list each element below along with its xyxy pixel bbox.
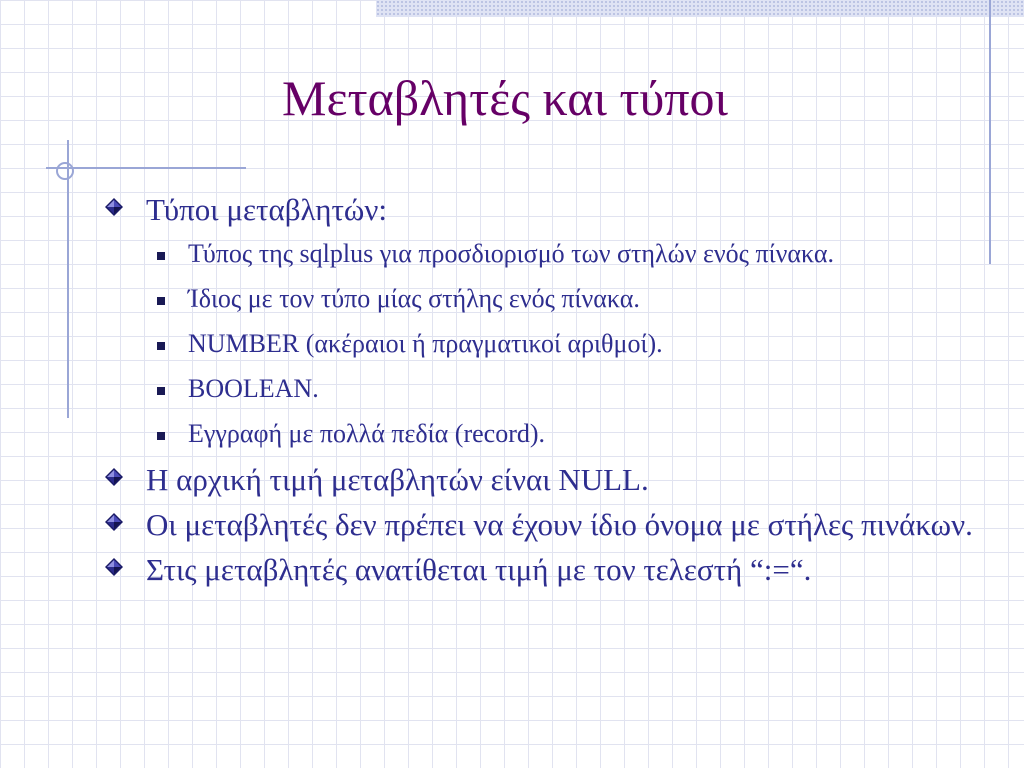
sub-bullet-text: Εγγραφή με πολλά πεδία (record). — [188, 419, 546, 448]
bullet-text: Οι μεταβλητές δεν πρέπει να έχουν ίδιο όνομα με στήλες πινάκων. — [146, 507, 973, 542]
sub-bullet-list — [104, 237, 984, 450]
top-dotted-band — [376, 0, 1024, 17]
square-bullet-icon — [157, 252, 165, 260]
bullet-assignment-operator — [104, 552, 984, 588]
square-bullet-icon — [157, 297, 165, 305]
bullet-text: Η αρχική τιμή μεταβλητών είναι NULL. — [146, 462, 649, 497]
square-bullet-icon — [157, 387, 165, 395]
slide-body — [104, 192, 984, 597]
decorative-horizontal-line — [46, 167, 246, 169]
bullet-text: Τύποι μεταβλητών: — [146, 192, 387, 227]
diamond-bullet-icon — [104, 467, 124, 487]
bullet-initial-value — [104, 462, 984, 498]
sub-bullet-item — [104, 417, 984, 450]
diamond-bullet-icon — [104, 197, 124, 217]
square-bullet-icon — [157, 342, 165, 350]
sub-bullet-text: Ίδιος με τον τύπο μίας στήλης ενός πίνακα. — [188, 284, 640, 313]
decorative-vertical-line-right — [989, 0, 991, 264]
slide-title: Μεταβλητές και τύποι — [282, 70, 728, 126]
sub-bullet-item — [104, 372, 984, 405]
sub-bullet-text: Τύπος της sqlplus για προσδιορισμό των στηλών ενός πίνακα. — [188, 239, 834, 268]
sub-bullet-text: BOOLEAN. — [188, 374, 319, 403]
decorative-ring — [56, 162, 74, 180]
bullet-naming-rule — [104, 507, 984, 543]
diamond-bullet-icon — [104, 512, 124, 532]
bullet-text: Στις μεταβλητές ανατίθεται τιμή με τον τελεστή “:=“. — [146, 552, 812, 587]
diamond-bullet-icon — [104, 557, 124, 577]
bullet-variable-types — [104, 192, 984, 228]
sub-bullet-item — [104, 327, 984, 360]
sub-bullet-text: NUMBER (ακέραιοι ή πραγματικοί αριθμοί). — [188, 329, 663, 358]
sub-bullet-item — [104, 282, 984, 315]
square-bullet-icon — [157, 432, 165, 440]
decorative-vertical-line-left — [67, 140, 69, 418]
sub-bullet-item — [104, 237, 984, 270]
